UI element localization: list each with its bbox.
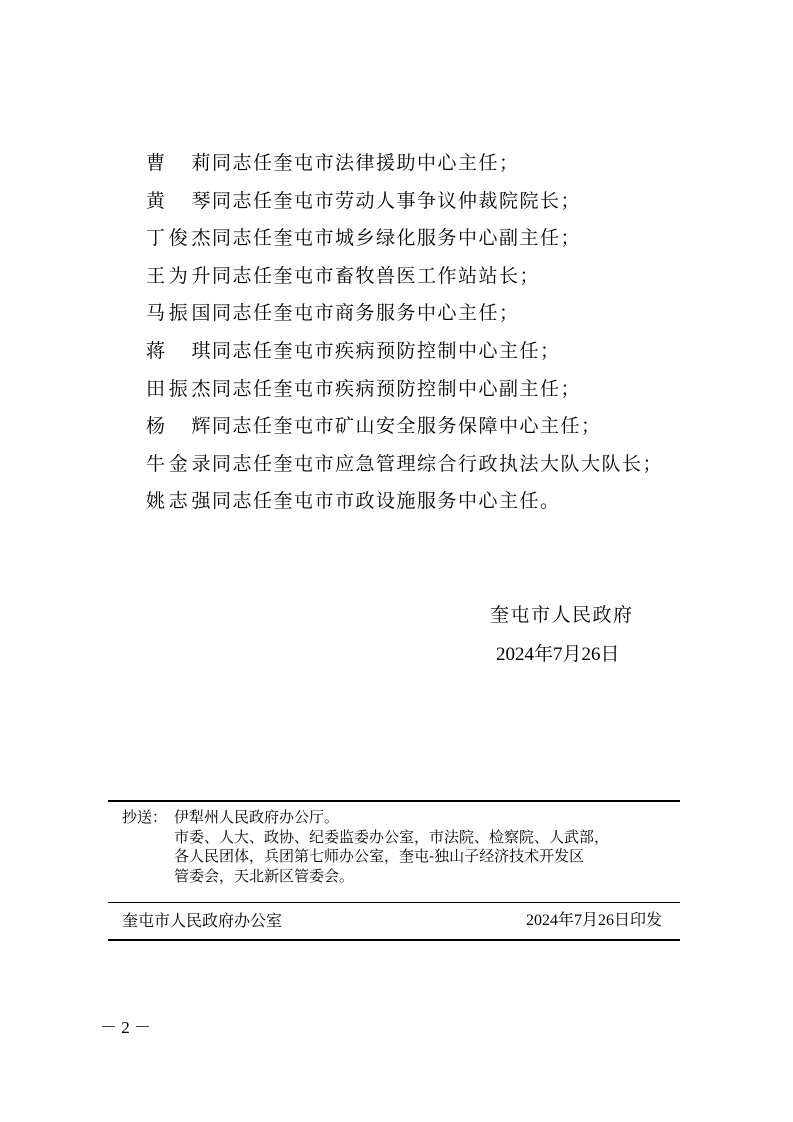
cc-recipient-line: 各人民团体，兵团第七师办公室，奎屯-独山子经济技术开发区: [174, 847, 585, 865]
appointment-line: [146, 446, 746, 484]
signing-date: 2024年7月26日: [496, 644, 620, 665]
appointment-line: [146, 483, 746, 521]
appointment-text: 同志任奎屯市畜牧兽医工作站站长；: [212, 264, 541, 287]
cc-bottom-rule: [108, 902, 680, 903]
appointee-name: 马振国: [146, 302, 212, 325]
cc-recipient-line: 管委会，天北新区管委会。: [174, 866, 355, 885]
appointment-text: 同志任奎屯市商务服务中心主任；: [212, 302, 520, 325]
appointment-line: [146, 295, 746, 333]
appointment-line: [146, 333, 746, 371]
appointee-name: 蒋 琪: [146, 339, 212, 362]
cc-recipient-line: 伊犁州人民政府办公厅。: [174, 808, 340, 826]
signature-block: [490, 595, 634, 675]
appointee-name: 丁俊杰: [146, 227, 212, 250]
appointment-line: [146, 183, 746, 221]
appointment-line: [146, 258, 746, 296]
appointment-text: 同志任奎屯市市政设施服务中心主任。: [212, 490, 561, 513]
cc-recipients: [174, 808, 682, 886]
appointment-text: 同志任奎屯市应急管理综合行政执法大队大队长；: [212, 452, 664, 475]
appointment-text: 同志任奎屯市法律援助中心主任；: [212, 152, 520, 174]
appointment-line: [146, 371, 746, 409]
appointee-name: 曹 莉: [146, 152, 212, 174]
issue-date: 2024年7月26日印发: [525, 912, 662, 929]
appointment-list: [146, 145, 746, 521]
appointment-text: 同志任奎屯市劳动人事争议仲裁院院长；: [212, 189, 582, 212]
issuing-office: 奎屯市人民政府办公室: [122, 911, 283, 930]
cc-top-rule: [108, 800, 680, 802]
issuance-row: [122, 909, 662, 933]
appointee-name: 王为升: [146, 264, 212, 287]
appointee-name: 杨 辉: [146, 415, 212, 438]
issuance-bottom-rule: [108, 939, 680, 941]
cc-block: [122, 808, 682, 886]
appointment-line: [146, 220, 746, 258]
appointee-name: 姚志强: [146, 490, 212, 513]
appointment-line: [146, 145, 746, 183]
appointee-name: 牛金录: [146, 452, 212, 475]
appointment-text: 同志任奎屯市矿山安全服务保障中心主任；: [212, 415, 602, 438]
appointee-name: 黄 琴: [146, 189, 212, 212]
appointment-text: 同志任奎屯市疾病预防控制中心主任；: [212, 339, 561, 362]
cc-recipient-line: 市委、人大、政协、纪委监委办公室，市法院、检察院、人武部，: [174, 827, 610, 846]
appointment-text: 同志任奎屯市城乡绿化服务中心副主任；: [212, 227, 582, 250]
appointment-line: [146, 408, 746, 446]
signing-organization: 奎屯市人民政府: [490, 604, 634, 626]
page-number: － 2 －: [100, 1018, 151, 1037]
cc-label: 抄送：: [122, 808, 168, 826]
appointment-text: 同志任奎屯市疾病预防控制中心副主任；: [212, 377, 582, 400]
appointee-name: 田振杰: [146, 377, 212, 400]
